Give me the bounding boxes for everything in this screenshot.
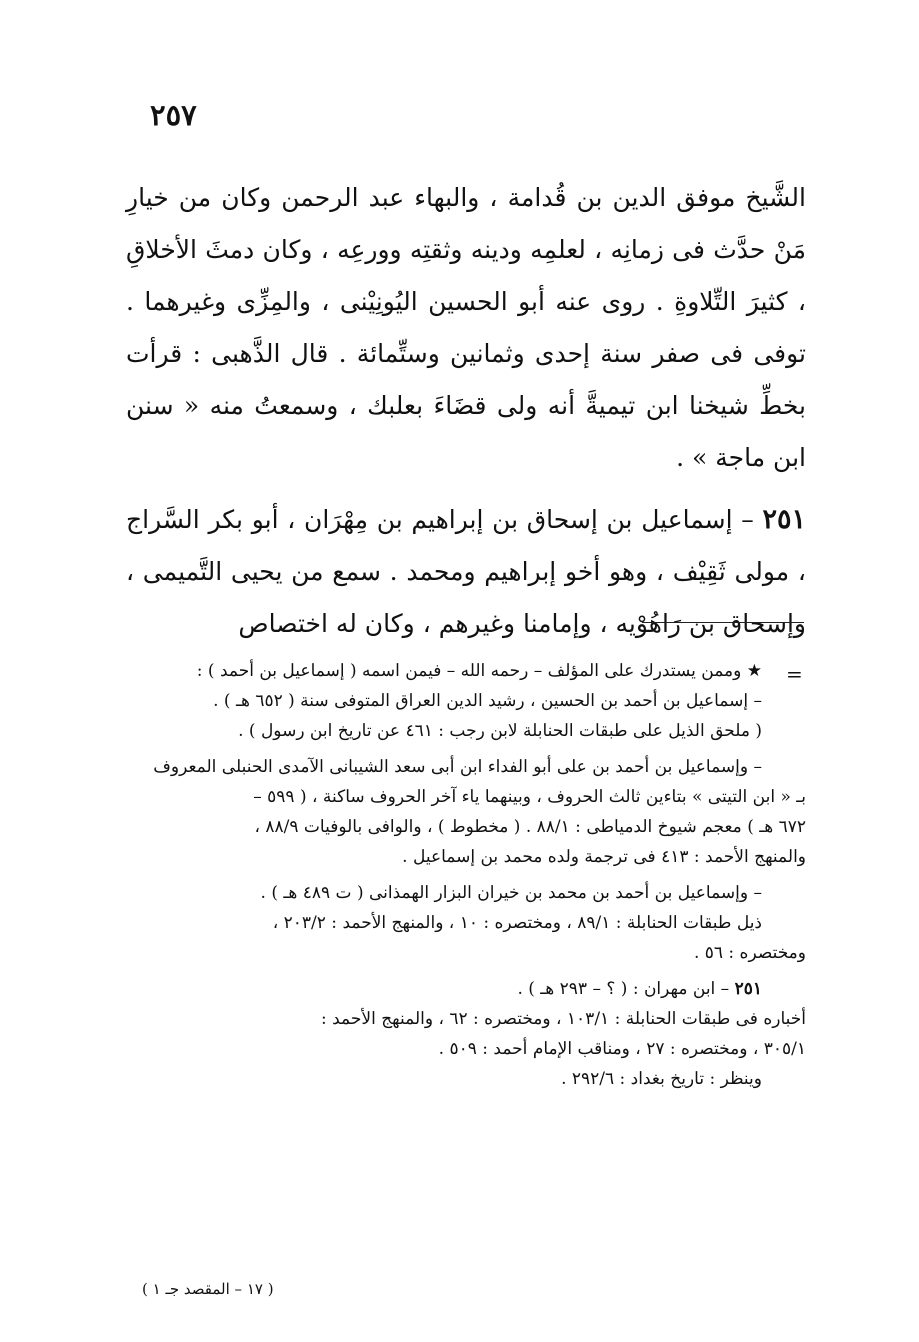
text-line: السَّراج ، مولى ثَقِيْف ، وهو أخو إبراهيم ومحمد . سمع من يحيى [126,505,806,586]
footnote-line: – إسماعيل بن أحمد بن الحسين ، رشيد الدين العراق المتوفى سنة ( ٦٥٢ هـ ) . [213,691,762,711]
footnote-block [126,878,806,968]
text-line: الشَّيخ موفق الدين بن قُدامة ، والبهاء عبد الرحمن وكان من خيارِ مَنْ [126,183,806,264]
footnote-line: ٦٧٢ هـ ) معجم شيوخ الدمياطى : ٨٨/١ . ( مخطوط ) ، والوافى بالوفيات ٨٨/٩ ، [254,817,806,837]
footnote-line: ذيل طبقات الحنابلة : ٨٩/١ ، ومختصره : ١٠ ، والمنهج الأحمد : ٢٠٣/٢ ، [272,913,762,933]
paragraph-continuation [126,172,806,484]
text-line: التَّميمى ، وإسحاق بن رَاهُوْيه ، وإمامنا وغيرهم ، وكان له اختصاص [126,557,806,638]
footnote-line: ٣٠٥/١ ، ومختصره : ٢٧ ، ومناقب الإمام أحمد : ٥٠٩ . [438,1039,806,1059]
footnote-line: – وإسماعيل بن أحمد بن على أبو الفداء ابن أبى سعد الشيبانى الآمدى الحنبلى المعروف [153,757,762,777]
footnote-line: ( ملحق الذيل على طبقات الحنابلة لابن رجب : ٤٦١ عن تاريخ ابن رسول ) . [238,721,762,741]
text-line: التِّلاوةِ . روى عنه أبو الحسين اليُونِيْنى ، والمِزِّى وغيرهما . توفى فى [126,287,806,368]
text-line: صفر سنة إحدى وثمانين وستِّمائة . قال الذَّهبى : قرأت بخطِّ شيخنا ابن [126,339,806,420]
footnote-block [126,752,806,872]
footnote-block [126,974,806,1094]
footnote-text: – ابن مهران : ( ؟ – ٢٩٣ هـ ) . [517,979,730,999]
signature-mark: ( ١٧ – المقصد جـ ١ ) [142,1280,274,1298]
page-number: ٢٥٧ [150,98,197,132]
text-line: حدَّث فى زمانِه ، لعلمِه ودينه وثقتِه وورعِه ، وكان دمثَ الأخلاقِ ، كثيرَ [126,235,806,316]
footnote-line: بـ « ابن التيتى » بتاءين ثالث الحروف ، وبينهما ياء آخر الحروف ساكنة ، ( ٥٩٩ – [253,787,806,807]
footnote-line: أخباره فى طبقات الحنابلة : ١٠٣/١ ، ومختصره : ٦٢ ، والمنهج الأحمد : [320,1009,806,1029]
footnote-line: ومختصره : ٥٦ . [693,943,806,963]
footnote-line: ★ وممن يستدرك على المؤلف – رحمه الله – فيمن اسمه ( إسماعيل بن أحمد ) : [196,661,762,681]
biography-number: ٢٥١ [762,504,806,535]
text-line: تيميةَّ أنه ولى قضَاءَ بعلبك ، وسمعتُ منه « سنن ابن ماجة » . [126,391,806,472]
footnote-line [126,974,806,1004]
main-text [126,172,806,650]
footnote-separator [642,622,804,623]
paragraph-biography [126,494,806,650]
footnotes [126,656,806,1100]
continuation-mark: = [786,662,803,686]
footnote-block [126,656,806,746]
footnote-line: والمنهج الأحمد : ٤١٣ فى ترجمة ولده محمد بن إسماعيل . [402,847,806,867]
footnote-number: ٢٥١ [734,979,762,999]
footnote-line: – وإسماعيل بن أحمد بن محمد بن خيران البزار الهمذانى ( ت ٤٨٩ هـ ) . [260,883,762,903]
footnote-line: وينظر : تاريخ بغداد : ٢٩٢/٦ . [561,1069,762,1089]
text-line: – إسماعيل بن إسحاق بن إبراهيم بن مِهْرَان ، أبو بكر [208,505,754,534]
